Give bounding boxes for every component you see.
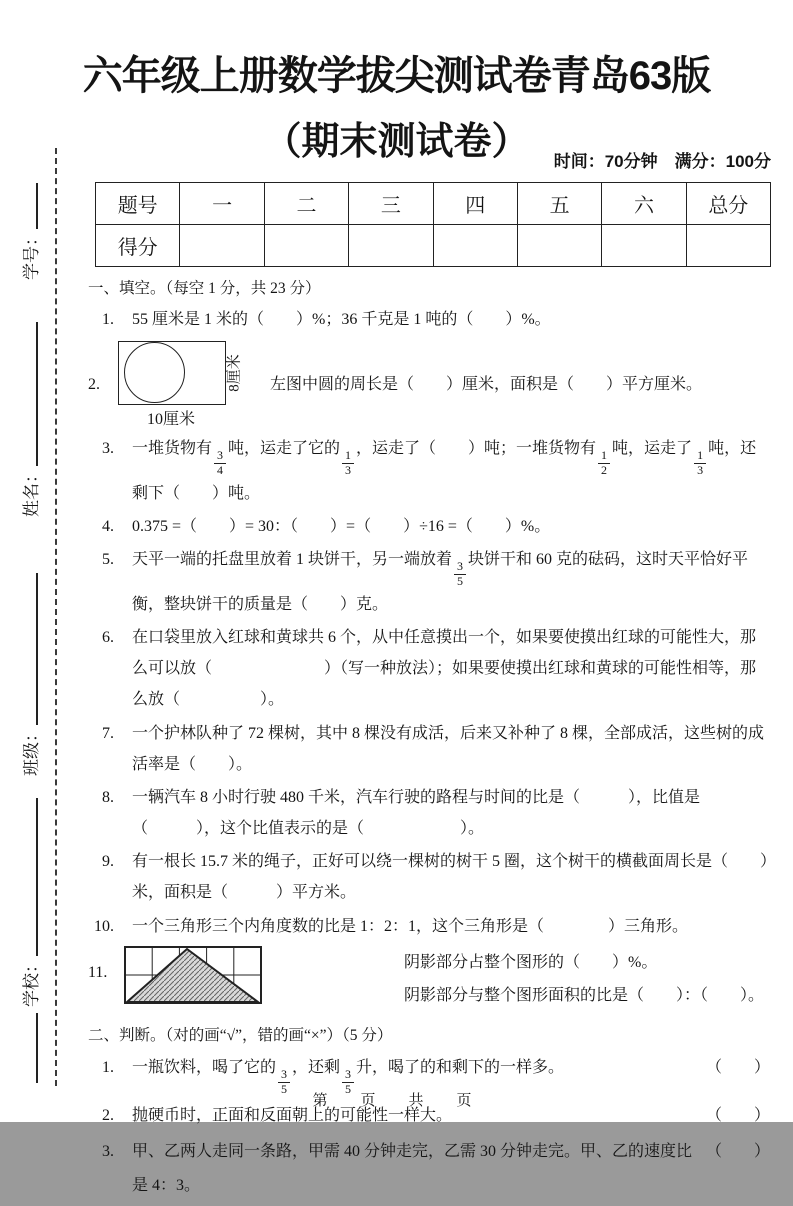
sidebar-blank bbox=[36, 1013, 38, 1083]
answer-bracket: （ ） bbox=[705, 1142, 770, 1160]
score-row-label: 得分 bbox=[96, 225, 180, 267]
page-footer: 第 页 共 页 bbox=[312, 1093, 481, 1109]
question-number: 1. bbox=[102, 1059, 114, 1076]
time-score-info: 时间：70分钟 满分：100分 bbox=[553, 152, 771, 171]
question-3 bbox=[88, 433, 770, 509]
question-2 bbox=[88, 341, 770, 429]
sidebar-field-student-id bbox=[23, 183, 40, 280]
paper-subtitle: （期末测试卷） bbox=[263, 120, 530, 163]
score-header-cell: 一 bbox=[180, 183, 264, 225]
question-number: 9. bbox=[102, 853, 114, 871]
score-cell bbox=[433, 225, 517, 267]
fraction: $\frac{3}{4}$ bbox=[214, 449, 226, 478]
question-10 bbox=[88, 911, 770, 942]
question-text: 一辆汽车 8 小时行驶 480 千米，汽车行驶的路程与时间的比是（ ），比值是（ ），这个比值表示的是（ ）。 bbox=[132, 788, 701, 838]
question-text: 一个护林队种了 72 棵树，其中 8 棵没有成活，后来又补种了 8 棵，全部成活，这些树的成活率是（ ）。 bbox=[132, 724, 765, 773]
score-cell bbox=[517, 225, 601, 267]
paper-body bbox=[88, 276, 770, 1206]
score-cell bbox=[349, 225, 433, 267]
sidebar-field-school bbox=[23, 798, 40, 1007]
question-number: 8. bbox=[102, 788, 114, 806]
margin-dashed-line bbox=[55, 148, 57, 1086]
score-cell bbox=[180, 225, 264, 267]
question-11-line1: 阴影部分占整个图形的（ ）%。 bbox=[404, 953, 658, 971]
question-4 bbox=[88, 511, 770, 542]
question-5 bbox=[88, 544, 770, 620]
student-id-label: 学号： bbox=[22, 229, 41, 280]
answer-bracket: （ ） bbox=[705, 1059, 770, 1076]
score-header-cell: 总分 bbox=[686, 183, 770, 225]
fraction: $\frac{1}{3}$ bbox=[342, 449, 354, 478]
circle-in-rectangle-figure bbox=[118, 341, 243, 429]
school-blank bbox=[36, 798, 38, 956]
question-text: 在口袋里放入红球和黄球共 6 个，从中任意摸出一个，如果要使摸出红球的可能性大，那么可以放（ ）（写一种放法）；如果要使摸出红球和黄球的可能性相等，那么放（ ）。 bbox=[132, 628, 757, 709]
question-text: 抛硬币时，正面和反面朝上的可能性一样大。 bbox=[132, 1106, 453, 1124]
question-text: 左图中圆的周长是（ ）厘米，面积是（ ）平方厘米。 bbox=[270, 375, 703, 393]
student-info-sidebar bbox=[6, 18, 40, 1083]
score-header-cell: 题号 bbox=[96, 183, 180, 225]
fraction: $\frac{1}{3}$ bbox=[694, 449, 706, 478]
class-label: 班级： bbox=[22, 725, 41, 776]
score-header-cell: 三 bbox=[349, 183, 433, 225]
question-number: 10. bbox=[94, 917, 114, 935]
fraction: $\frac{3}{5}$ bbox=[342, 1068, 354, 1097]
shaded-triangle-grid-figure bbox=[124, 946, 262, 1004]
question-8 bbox=[88, 782, 770, 844]
question-7 bbox=[88, 718, 770, 780]
question-text: 55 厘米是 1 米的（ ）%；36 千克是 1 吨的（ ）%。 bbox=[132, 311, 551, 328]
question-6 bbox=[88, 622, 770, 716]
score-table bbox=[95, 182, 771, 267]
rectangle-shape bbox=[118, 341, 243, 405]
question-text bbox=[404, 946, 764, 1013]
width-label: 10厘米 bbox=[146, 411, 195, 429]
question-text: 一瓶饮料，喝了它的 $\frac{3}{5}$ ，还剩 $\frac{3}{5}$ 升，喝了的和剩下的一样多。 bbox=[132, 1059, 565, 1096]
question-number: 3. bbox=[102, 1142, 114, 1160]
question-number: 4. bbox=[102, 517, 114, 535]
fraction: $\frac{3}{5}$ bbox=[278, 1068, 290, 1097]
answer-bracket: （ ） bbox=[705, 1106, 770, 1124]
question-text: 一个三角形三个内角度数的比是 1：2：1，这个三角形是（ ）三角形。 bbox=[132, 917, 689, 935]
question-number: 7. bbox=[102, 724, 114, 742]
score-header-cell: 二 bbox=[264, 183, 348, 225]
question-9 bbox=[88, 846, 770, 908]
circle-shape bbox=[124, 342, 185, 403]
sidebar-field-class bbox=[23, 573, 40, 776]
fraction: $\frac{3}{5}$ bbox=[454, 560, 466, 589]
section1-title: 一、填空。（每空 1 分，共 23 分） bbox=[88, 280, 321, 297]
question-text: 0.375 =（ ）= 30：（ ）=（ ）÷16 =（ ）%。 bbox=[132, 517, 551, 535]
name-blank bbox=[36, 322, 38, 466]
question-1 bbox=[88, 304, 770, 335]
score-cell bbox=[686, 225, 770, 267]
class-blank bbox=[36, 573, 38, 725]
score-table-header-row bbox=[96, 183, 771, 225]
question-number: 2. bbox=[88, 376, 100, 394]
score-cell bbox=[602, 225, 686, 267]
judgment-3 bbox=[88, 1135, 770, 1204]
school-label: 学校： bbox=[22, 956, 41, 1007]
score-header-cell: 五 bbox=[517, 183, 601, 225]
question-11-line2: 阴影部分与整个图形面积的比是（ ）：（ ）。 bbox=[404, 987, 765, 1005]
question-number: 6. bbox=[102, 628, 114, 646]
question-text: 有一根长 15.7 米的绳子，正好可以绕一棵树的树干 5 圈，这个树干的横截面周长是（ ）米，面积是（ ）平方米。 bbox=[132, 853, 769, 902]
score-header-cell: 四 bbox=[433, 183, 517, 225]
student-id-blank bbox=[36, 183, 38, 229]
name-label: 姓名： bbox=[22, 466, 41, 517]
sidebar-field-name bbox=[23, 322, 40, 517]
section2-title: 二、判断。（对的画“√”，错的画“×”）（5 分） bbox=[88, 1027, 393, 1044]
question-number: 2. bbox=[102, 1106, 114, 1124]
fraction: $\frac{1}{2}$ bbox=[598, 449, 610, 478]
question-number: 11. bbox=[88, 963, 108, 981]
question-11 bbox=[88, 946, 770, 1013]
question-text: 天平一端的托盘里放着 1 块饼干，另一端放着 $\frac{3}{5}$ 块饼干和 60 克的砝码，这时天平恰好平衡，整块饼干的质量是（ ）克。 bbox=[132, 551, 749, 613]
question-number: 1. bbox=[102, 311, 114, 328]
score-table-score-row bbox=[96, 225, 771, 267]
paper-title: 六年级上册数学拔尖测试卷青岛63版 bbox=[82, 53, 711, 98]
question-text: 甲、乙两人走同一条路，甲需 40 分钟走完，乙需 30 分钟走完。甲、乙的速度比是 4：3。 bbox=[132, 1142, 693, 1195]
question-number: 3. bbox=[102, 440, 114, 458]
height-label: 8厘米 bbox=[226, 354, 243, 392]
score-cell bbox=[264, 225, 348, 267]
score-header-cell: 六 bbox=[602, 183, 686, 225]
question-number: 5. bbox=[102, 551, 114, 569]
question-text: 一堆货物有 $\frac{3}{4}$ 吨，运走了它的 $\frac{1}{3}$ ，运走了（ ）吨；一堆货物有 $\frac{1}{2}$ 吨，运走了 $\frac{1}{3}$ 吨，还剩下（ ）吨。 bbox=[132, 440, 757, 502]
